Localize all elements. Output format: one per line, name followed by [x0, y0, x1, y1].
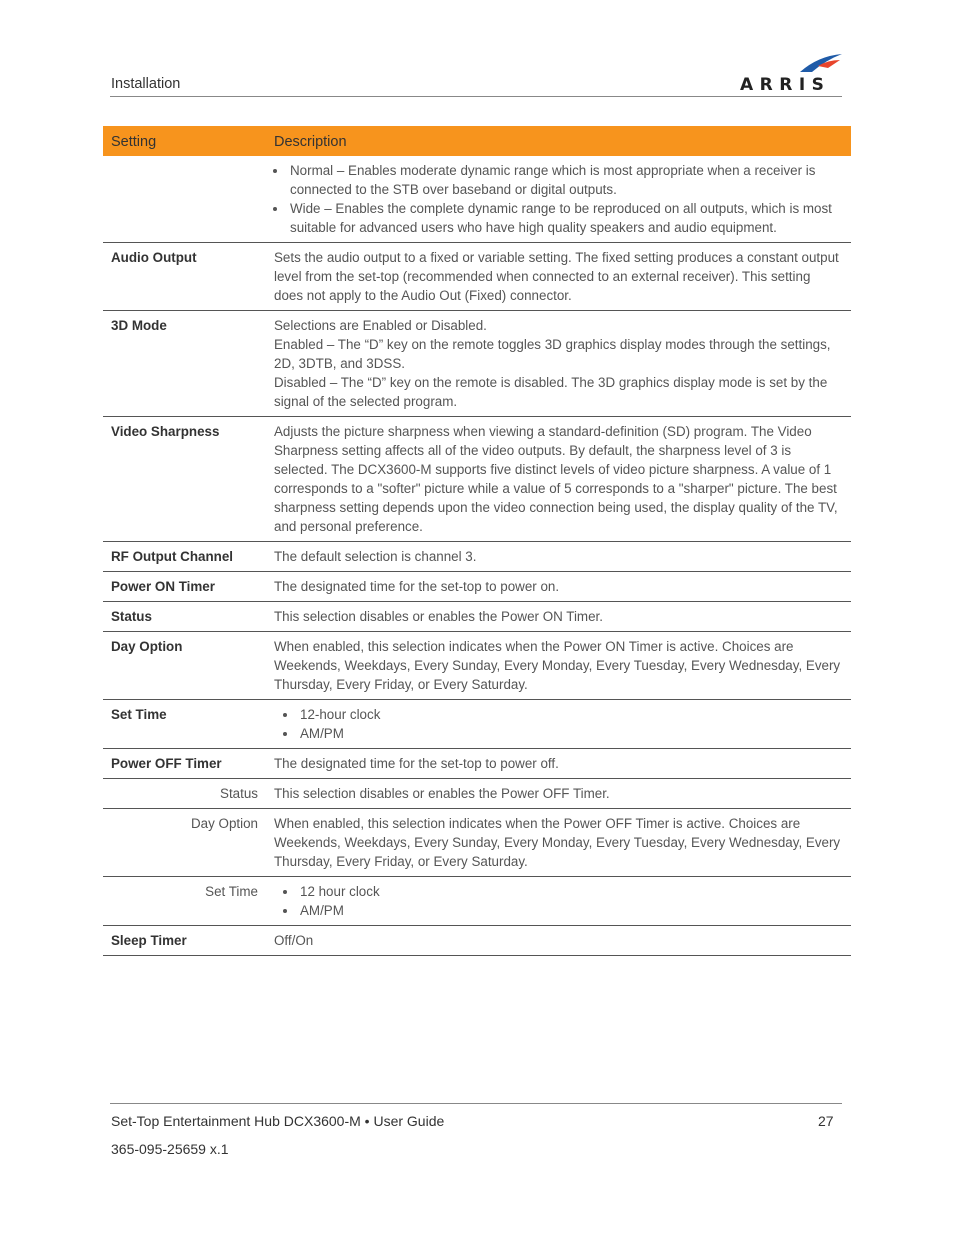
description-text: Selections are Enabled or Disabled.	[274, 318, 487, 333]
section-title: Installation	[111, 76, 181, 92]
setting-name: Set Time	[103, 700, 266, 749]
setting-name: RF Output Channel	[103, 542, 266, 572]
setting-description	[266, 602, 851, 632]
table-row	[103, 311, 851, 417]
setting-description	[266, 243, 851, 311]
table-row	[103, 632, 851, 700]
description-text: The default selection is channel 3.	[274, 549, 477, 564]
table-row	[103, 877, 851, 926]
setting-description	[266, 749, 851, 779]
document-number: 365-095-25659 x.1	[111, 1141, 229, 1157]
description-text: The designated time for the set-top to power on.	[274, 579, 560, 594]
setting-description	[266, 417, 851, 542]
header-divider	[110, 96, 842, 97]
table-row	[103, 156, 851, 243]
footer-divider	[110, 1103, 842, 1104]
setting-description	[266, 632, 851, 700]
column-header-setting: Setting	[103, 126, 266, 156]
description-text: The designated time for the set-top to power off.	[274, 756, 559, 771]
setting-description	[266, 809, 851, 877]
setting-name: Day Option	[103, 809, 266, 877]
setting-name: Power ON Timer	[103, 572, 266, 602]
description-text: When enabled, this selection indicates when the Power ON Timer is active. Choices are Weekends, Weekdays, Every Sunday, Every Monday, Every Tuesday, Every Wednesday, Every Thursday, Every Friday, or Every Saturday.	[274, 639, 841, 692]
description-text: This selection disables or enables the Power OFF Timer.	[274, 786, 610, 801]
description-text: Adjusts the picture sharpness when viewing a standard-definition (SD) program. The Video Sharpness setting affects all of the video outputs. By default, the sharpness level of 3 is selected. The DCX3600-M supports five distinct levels of video picture sharpness. A value of 1 corresponds to a "softer" picture while a value of 5 corresponds to a "sharper" picture. The best sharpness setting depends upon the video connection being used, the display quality of the TV, and personal preference.	[274, 424, 838, 534]
table-row	[103, 809, 851, 877]
description-bullet: • AM/PM	[298, 901, 843, 920]
description-text: Disabled – The “D” key on the remote is disabled. The 3D graphics display mode is set by the signal of the selected program.	[274, 375, 828, 409]
table-row	[103, 926, 851, 956]
setting-name: Status	[103, 779, 266, 809]
arris-logo	[738, 50, 846, 96]
setting-description	[266, 877, 851, 926]
column-header-description: Description	[266, 126, 851, 156]
setting-description	[266, 542, 851, 572]
description-bullet: • AM/PM	[298, 724, 843, 743]
table-row	[103, 417, 851, 542]
description-bullet: • 12 hour clock	[298, 882, 843, 901]
setting-name: Audio Output	[103, 243, 266, 311]
table-row	[103, 700, 851, 749]
page-number: 27	[818, 1113, 834, 1129]
description-text: Sets the audio output to a fixed or variable setting. The fixed setting produces a constant output level from the set-top (recommended when connected to an external receiver). This setting does not apply to the Audio Out (Fixed) connector.	[274, 250, 839, 303]
description-text: Off/On	[274, 933, 314, 948]
description-bullet: • Normal – Enables moderate dynamic range which is most appropriate when a receiver is connected to the STB over baseband or digital outputs.	[288, 161, 843, 199]
setting-name: Sleep Timer	[103, 926, 266, 956]
description-text: When enabled, this selection indicates when the Power OFF Timer is active. Choices are Weekends, Weekdays, Every Sunday, Every Monday, Every Tuesday, Every Wednesday, Every Thursday, Every Friday, or Every Saturday.	[274, 816, 841, 869]
description-bullet: • 12-hour clock	[298, 705, 843, 724]
table-header-row	[103, 126, 851, 156]
setting-name: Video Sharpness	[103, 417, 266, 542]
setting-description	[266, 156, 851, 243]
table-row	[103, 243, 851, 311]
arris-swoosh-icon	[798, 52, 844, 74]
description-text: This selection disables or enables the Power ON Timer.	[274, 609, 603, 624]
setting-description	[266, 779, 851, 809]
setting-description	[266, 926, 851, 956]
footer-title: Set-Top Entertainment Hub DCX3600-M • User Guide	[111, 1113, 445, 1129]
setting-description	[266, 311, 851, 417]
settings-table	[103, 126, 851, 956]
setting-name: 3D Mode	[103, 311, 266, 417]
setting-name: Day Option	[103, 632, 266, 700]
table-row	[103, 572, 851, 602]
setting-name: Power OFF Timer	[103, 749, 266, 779]
logo-wordmark: ARRIS	[740, 75, 831, 95]
table-row	[103, 542, 851, 572]
setting-name	[103, 156, 266, 243]
setting-description	[266, 700, 851, 749]
description-bullet: • Wide – Enables the complete dynamic range to be reproduced on all outputs, which is most suitable for advanced users who have high quality speakers and audio equipment.	[288, 199, 843, 237]
table-row	[103, 602, 851, 632]
description-text: Enabled – The “D” key on the remote toggles 3D graphics display modes through the settings, 2D, 3DTB, and 3DSS.	[274, 337, 831, 371]
table-row	[103, 749, 851, 779]
setting-name: Set Time	[103, 877, 266, 926]
table-row	[103, 779, 851, 809]
setting-name: Status	[103, 602, 266, 632]
setting-description	[266, 572, 851, 602]
